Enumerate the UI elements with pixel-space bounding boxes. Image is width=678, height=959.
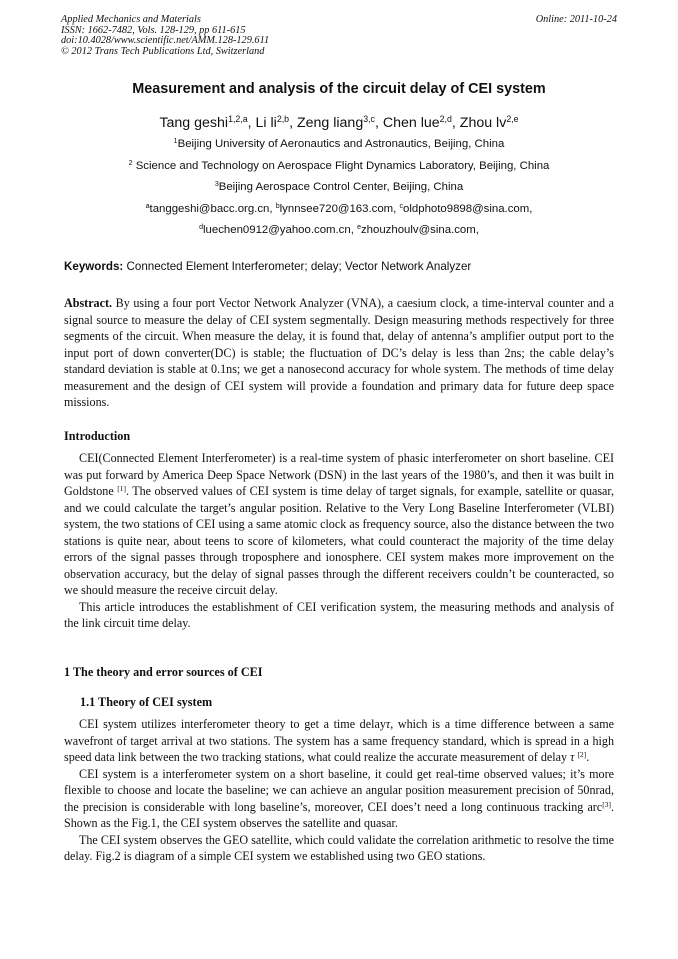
- abstract: [64, 295, 614, 411]
- section-paragraph-1: [64, 716, 614, 766]
- introduction-heading: Introduction: [64, 429, 131, 443]
- email-line-1: [0, 203, 678, 215]
- intro-paragraph-2: This article introduces the establishment of CEI verification system, the measuring methods and analysis of the link circuit time delay.: [64, 599, 614, 630]
- author-affiliation-mark: 3,c: [363, 114, 375, 125]
- citation: [3]: [602, 799, 611, 809]
- tau-symbol: τ: [570, 750, 575, 764]
- section-1-body: [64, 716, 614, 865]
- affiliation-mark: 1: [173, 138, 178, 146]
- author-affiliation-mark: 1,2,a: [228, 114, 248, 125]
- email-mark: a: [145, 203, 150, 211]
- paper-title: Measurement and analysis of the circuit delay of CEI system: [132, 81, 546, 97]
- keywords: [64, 260, 471, 273]
- author-name: Li li: [255, 115, 277, 131]
- affiliation-mark: 2: [128, 160, 133, 168]
- author-name: Zhou lv: [459, 115, 507, 131]
- issn-line: ISSN: 1662-7482, Vols. 128-129, pp 611-615: [61, 24, 246, 36]
- section-paragraph-3: The CEI system observes the GEO satellite, which could validate the correlation arithmetic to resolve the time delay. Fig.2 is diagram of a simple CEI system we established using two GEO stations.: [64, 832, 614, 863]
- abstract-text: By using a four port Vector Network Analyzer (VNA), a caesium clock, a time-interval counter and a signal source to measure the delay of CEI system segmentally. Design measuring methods respectively for three segments of the circuit. When measure the delay, it is found that, delay of antenna’s amplifier output port to the input port of down converter(DC) is stable; the fluctuation of DC’s delay is less than 2ns; the cable delay’s standard deviation is stable at 0.1ns; we get a nanosecond accuracy for whole system. The methods of time delay measurement and the design of CEI system will provide a foundation and primary data for future deep space missions.: [64, 296, 615, 409]
- keywords-label: Keywords:: [64, 260, 124, 273]
- affiliation-1: [0, 138, 678, 150]
- author-name: Chen lue: [382, 115, 440, 131]
- email-mark: d: [199, 224, 203, 232]
- email-c: oldphoto9898@sina.com,: [403, 203, 533, 215]
- author-list: Tang geshi$^{1,2,a}$, Li li$^{2,b}$, Zeng liang$^{3,c}$, Chen lue$^{2,d}$, Zhou lv$^{2,e}$: [159, 114, 519, 131]
- email-line-2: [0, 224, 678, 236]
- online-date: Online: 2011-10-24: [535, 14, 617, 25]
- paragraph-text: . Shown as the Fig.1, the CEI system observes the satellite and quasar.: [64, 799, 614, 830]
- email-mark: e: [357, 224, 361, 232]
- paragraph-text: , which is a time difference between a same wavefront of target arrival at two stations. The system has a same frequency standard, which is spread in a high speed data link between the two tracking stations, what could realize the accurate measurement of delay: [64, 717, 614, 764]
- tau-symbol: τ: [385, 717, 391, 731]
- journal-header: [61, 15, 617, 57]
- journal-name: Applied Mechanics and Materials: [61, 14, 201, 25]
- email-d: luechen0912@yahoo.com.cn,: [203, 224, 354, 236]
- citation: [2]: [577, 749, 587, 759]
- citation: [1]: [117, 483, 126, 493]
- email-mark: c: [399, 203, 404, 211]
- affiliation-text: Science and Technology on Aerospace Flight Dynamics Laboratory, Beijing, China: [135, 160, 550, 172]
- author-affiliation-mark: 2,e: [506, 114, 519, 125]
- section-1-heading: 1 The theory and error sources of CEI: [64, 665, 263, 679]
- affiliation-text: Beijing University of Aeronautics and Astronautics, Beijing, China: [177, 138, 505, 150]
- author-affiliation-mark: 2,b: [276, 114, 290, 125]
- doi-line: doi:10.4028/www.scientific.net/AMM.128-129.611: [61, 35, 270, 47]
- author-affiliation-mark: 2,d: [439, 114, 452, 125]
- copyright-line: © 2012 Trans Tech Publications Ltd, Switzerland: [61, 45, 265, 57]
- email-b: lynnsee720@163.com,: [279, 203, 397, 215]
- affiliation-2: [0, 160, 678, 172]
- paragraph-text: . The observed values of CEI system is time delay of target signals, for example, satellite or quasar, and we could calculate the target’s angular position. Relative to the Very Long Baseline Interferometer (VLBI) system, the two stations of CEI using a same atomic clock as frequency source, also the distance between the two stations is quite near, about teens to score of kilometers, what could counteract the majority of the time delay errors of the signal passes through troposphere and ionosphere. CEI system makes more improvement on the observation accuracy, but the delay of signal passes through the different receivers couldn’t be counteracted, so we should measure the receive circuit delay.: [64, 484, 614, 597]
- email-a: tanggeshi@bacc.org.cn,: [149, 203, 273, 215]
- affiliation-mark: 3: [214, 181, 219, 189]
- paragraph-text: CEI(Connected Element Interferometer) is a real-time system of phasic interferometer on short baseline. CEI was put forward by America Deep Space Network (DSN) in the last years of the 1980’s, and then it was built in Goldstone: [64, 451, 614, 498]
- introduction-body: [64, 450, 614, 632]
- email-mark: b: [275, 203, 280, 211]
- affiliation-3: [0, 181, 678, 193]
- abstract-label: Abstract.: [64, 296, 113, 310]
- keywords-text: Connected Element Interferometer; delay; Vector Network Analyzer: [126, 260, 472, 273]
- subsection-1-1-heading: 1.1 Theory of CEI system: [80, 695, 213, 709]
- section-paragraph-2: [64, 766, 614, 832]
- affiliation-text: Beijing Aerospace Control Center, Beijing, China: [218, 181, 464, 193]
- author-name: Tang geshi: [159, 115, 229, 131]
- paragraph-text: CEI system utilizes interferometer theory to get a time delay: [79, 717, 386, 731]
- paragraph-text: .: [586, 750, 590, 764]
- author-name: Zeng liang: [296, 115, 364, 131]
- intro-paragraph-1: [64, 450, 614, 599]
- email-e: zhouzhoulv@sina.com,: [360, 224, 479, 236]
- paragraph-text: CEI system is a interferometer system on a short baseline, it could get real-time observed values; it’s more flexible to choose and locate the baseline; we can achieve an angular position measurement precision of 50nrad, the precision is considerable with long baseline’s, moreover, CEI does’t need a long continuous tracking arc: [64, 766, 614, 814]
